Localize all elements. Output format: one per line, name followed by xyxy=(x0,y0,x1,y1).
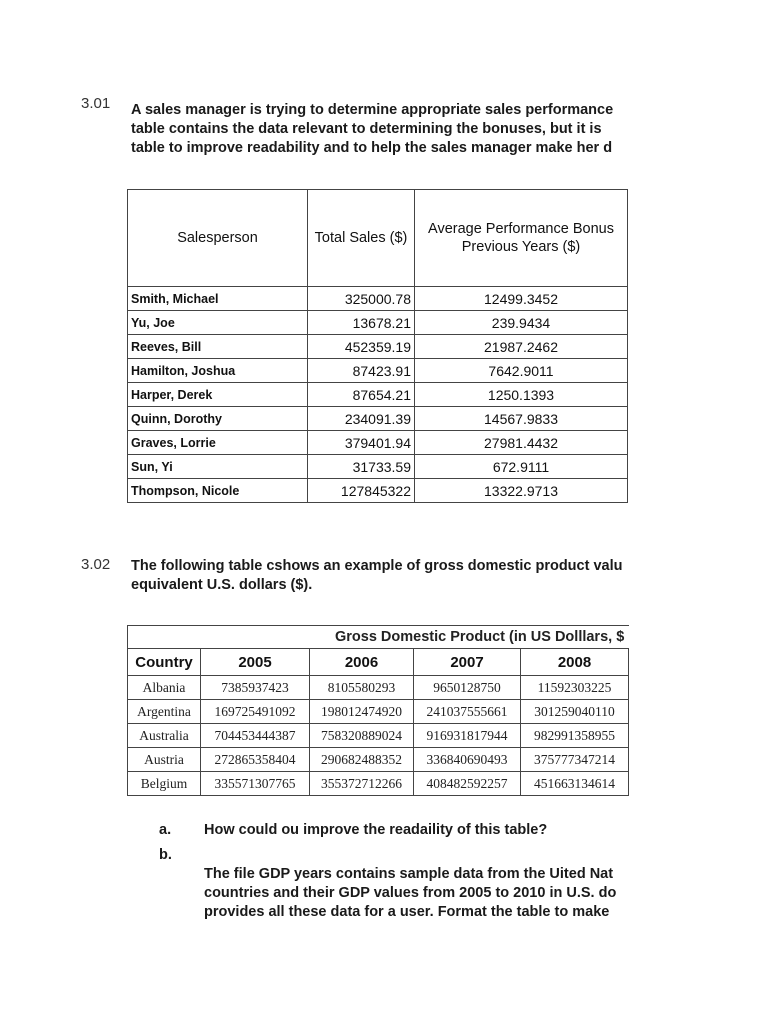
cell-country: Austria xyxy=(128,748,201,772)
table-row xyxy=(128,383,628,407)
cell-gdp: 11592303225 xyxy=(521,676,629,700)
cell-name: Sun, Yi xyxy=(128,455,308,479)
cell-sales: 127845322 xyxy=(308,479,415,503)
cell-clipped xyxy=(629,676,630,700)
cell-gdp: 375777347214 xyxy=(521,748,629,772)
table-row xyxy=(128,455,628,479)
text-line: A sales manager is trying to determine appropriate sales performance xyxy=(131,102,614,118)
cell-gdp: 335571307765 xyxy=(201,772,310,796)
cell-bonus: 12499.3452 xyxy=(415,287,628,311)
cell-sales: 13678.21 xyxy=(308,311,415,335)
table-row xyxy=(128,700,630,724)
cell-country: Albania xyxy=(128,676,201,700)
cell-bonus: 1250.1393 xyxy=(415,383,628,407)
table-row xyxy=(128,431,628,455)
text-line: equivalent U.S. dollars ($). xyxy=(131,577,313,593)
question-text xyxy=(131,101,613,158)
question-number: 3.01 xyxy=(81,95,111,112)
cell-gdp: 336840690493 xyxy=(414,748,521,772)
table-row xyxy=(128,748,630,772)
text-line: table contains the data relevant to determining the bonuses, but it is xyxy=(131,121,602,137)
cell-gdp: 451663134614 xyxy=(521,772,629,796)
table-row xyxy=(128,359,628,383)
header-salesperson: Salesperson xyxy=(128,190,308,287)
header-year: 2007 xyxy=(414,649,521,676)
cell-name: Yu, Joe xyxy=(128,311,308,335)
cell-clipped xyxy=(629,748,630,772)
text-line: table to improve readability and to help the sales manager make her d xyxy=(131,140,613,156)
table-title: Gross Domestic Product (in US Dolllars, $ xyxy=(128,626,630,649)
table-title-row xyxy=(128,626,630,649)
table-row xyxy=(128,479,628,503)
text-line: countries and their GDP values from 2005 to 2010 in U.S. do xyxy=(204,885,617,901)
cell-name: Reeves, Bill xyxy=(128,335,308,359)
header-country: Country xyxy=(128,649,201,676)
cell-name: Smith, Michael xyxy=(128,287,308,311)
cell-sales: 87654.21 xyxy=(308,383,415,407)
table-row xyxy=(128,676,630,700)
cell-name: Quinn, Dorothy xyxy=(128,407,308,431)
cell-country: Belgium xyxy=(128,772,201,796)
cell-bonus: 7642.9011 xyxy=(415,359,628,383)
cell-gdp: 355372712266 xyxy=(310,772,414,796)
gdp-table xyxy=(127,625,629,796)
cell-gdp: 8105580293 xyxy=(310,676,414,700)
table-row xyxy=(128,335,628,359)
cell-sales: 325000.78 xyxy=(308,287,415,311)
item-text-b xyxy=(204,865,616,922)
table-header-row xyxy=(128,190,628,287)
cell-gdp: 290682488352 xyxy=(310,748,414,772)
cell-sales: 31733.59 xyxy=(308,455,415,479)
cell-clipped xyxy=(629,724,630,748)
cell-bonus: 14567.9833 xyxy=(415,407,628,431)
table-row xyxy=(128,287,628,311)
cell-clipped xyxy=(629,700,630,724)
text-line: The following table cshows an example of gross domestic product valu xyxy=(131,558,623,574)
cell-gdp: 272865358404 xyxy=(201,748,310,772)
table-row xyxy=(128,724,630,748)
cell-name: Graves, Lorrie xyxy=(128,431,308,455)
cell-sales: 379401.94 xyxy=(308,431,415,455)
cell-gdp: 704453444387 xyxy=(201,724,310,748)
cell-gdp: 169725491092 xyxy=(201,700,310,724)
cell-bonus: 27981.4432 xyxy=(415,431,628,455)
sales-table xyxy=(127,189,628,503)
header-year: 2006 xyxy=(310,649,414,676)
text-line: The file GDP years contains sample data from the Uited Nat xyxy=(204,866,614,882)
question-text xyxy=(131,557,622,595)
cell-sales: 234091.39 xyxy=(308,407,415,431)
cell-bonus: 21987.2462 xyxy=(415,335,628,359)
text-line: provides all these data for a user. Format the table to make xyxy=(204,904,610,920)
cell-gdp: 9650128750 xyxy=(414,676,521,700)
cell-gdp: 301259040110 xyxy=(521,700,629,724)
cell-sales: 87423.91 xyxy=(308,359,415,383)
cell-country: Australia xyxy=(128,724,201,748)
cell-gdp: 198012474920 xyxy=(310,700,414,724)
cell-name: Hamilton, Joshua xyxy=(128,359,308,383)
cell-gdp: 916931817944 xyxy=(414,724,521,748)
cell-gdp: 982991358955 xyxy=(521,724,629,748)
cell-name: Harper, Derek xyxy=(128,383,308,407)
header-total-sales: Total Sales ($) xyxy=(308,190,415,287)
table-row xyxy=(128,311,628,335)
cell-gdp: 241037555661 xyxy=(414,700,521,724)
cell-gdp: 7385937423 xyxy=(201,676,310,700)
cell-sales: 452359.19 xyxy=(308,335,415,359)
table-header-row xyxy=(128,649,630,676)
table-row xyxy=(128,407,628,431)
cell-bonus: 13322.9713 xyxy=(415,479,628,503)
cell-country: Argentina xyxy=(128,700,201,724)
header-year: 2005 xyxy=(201,649,310,676)
table-row xyxy=(128,772,630,796)
item-label-b: b. xyxy=(159,847,172,863)
item-label-a: a. xyxy=(159,822,172,838)
header-year: 2008 xyxy=(521,649,629,676)
header-year-clipped xyxy=(629,649,630,676)
cell-bonus: 672.9111 xyxy=(415,455,628,479)
header-bonus: Average Performance Bonus Previous Years ($) xyxy=(415,190,628,287)
item-text-a: How could ou improve the readaility of this table? xyxy=(204,822,548,838)
cell-gdp: 408482592257 xyxy=(414,772,521,796)
cell-gdp: 758320889024 xyxy=(310,724,414,748)
cell-clipped xyxy=(629,772,630,796)
question-number: 3.02 xyxy=(81,556,111,573)
cell-bonus: 239.9434 xyxy=(415,311,628,335)
cell-name: Thompson, Nicole xyxy=(128,479,308,503)
